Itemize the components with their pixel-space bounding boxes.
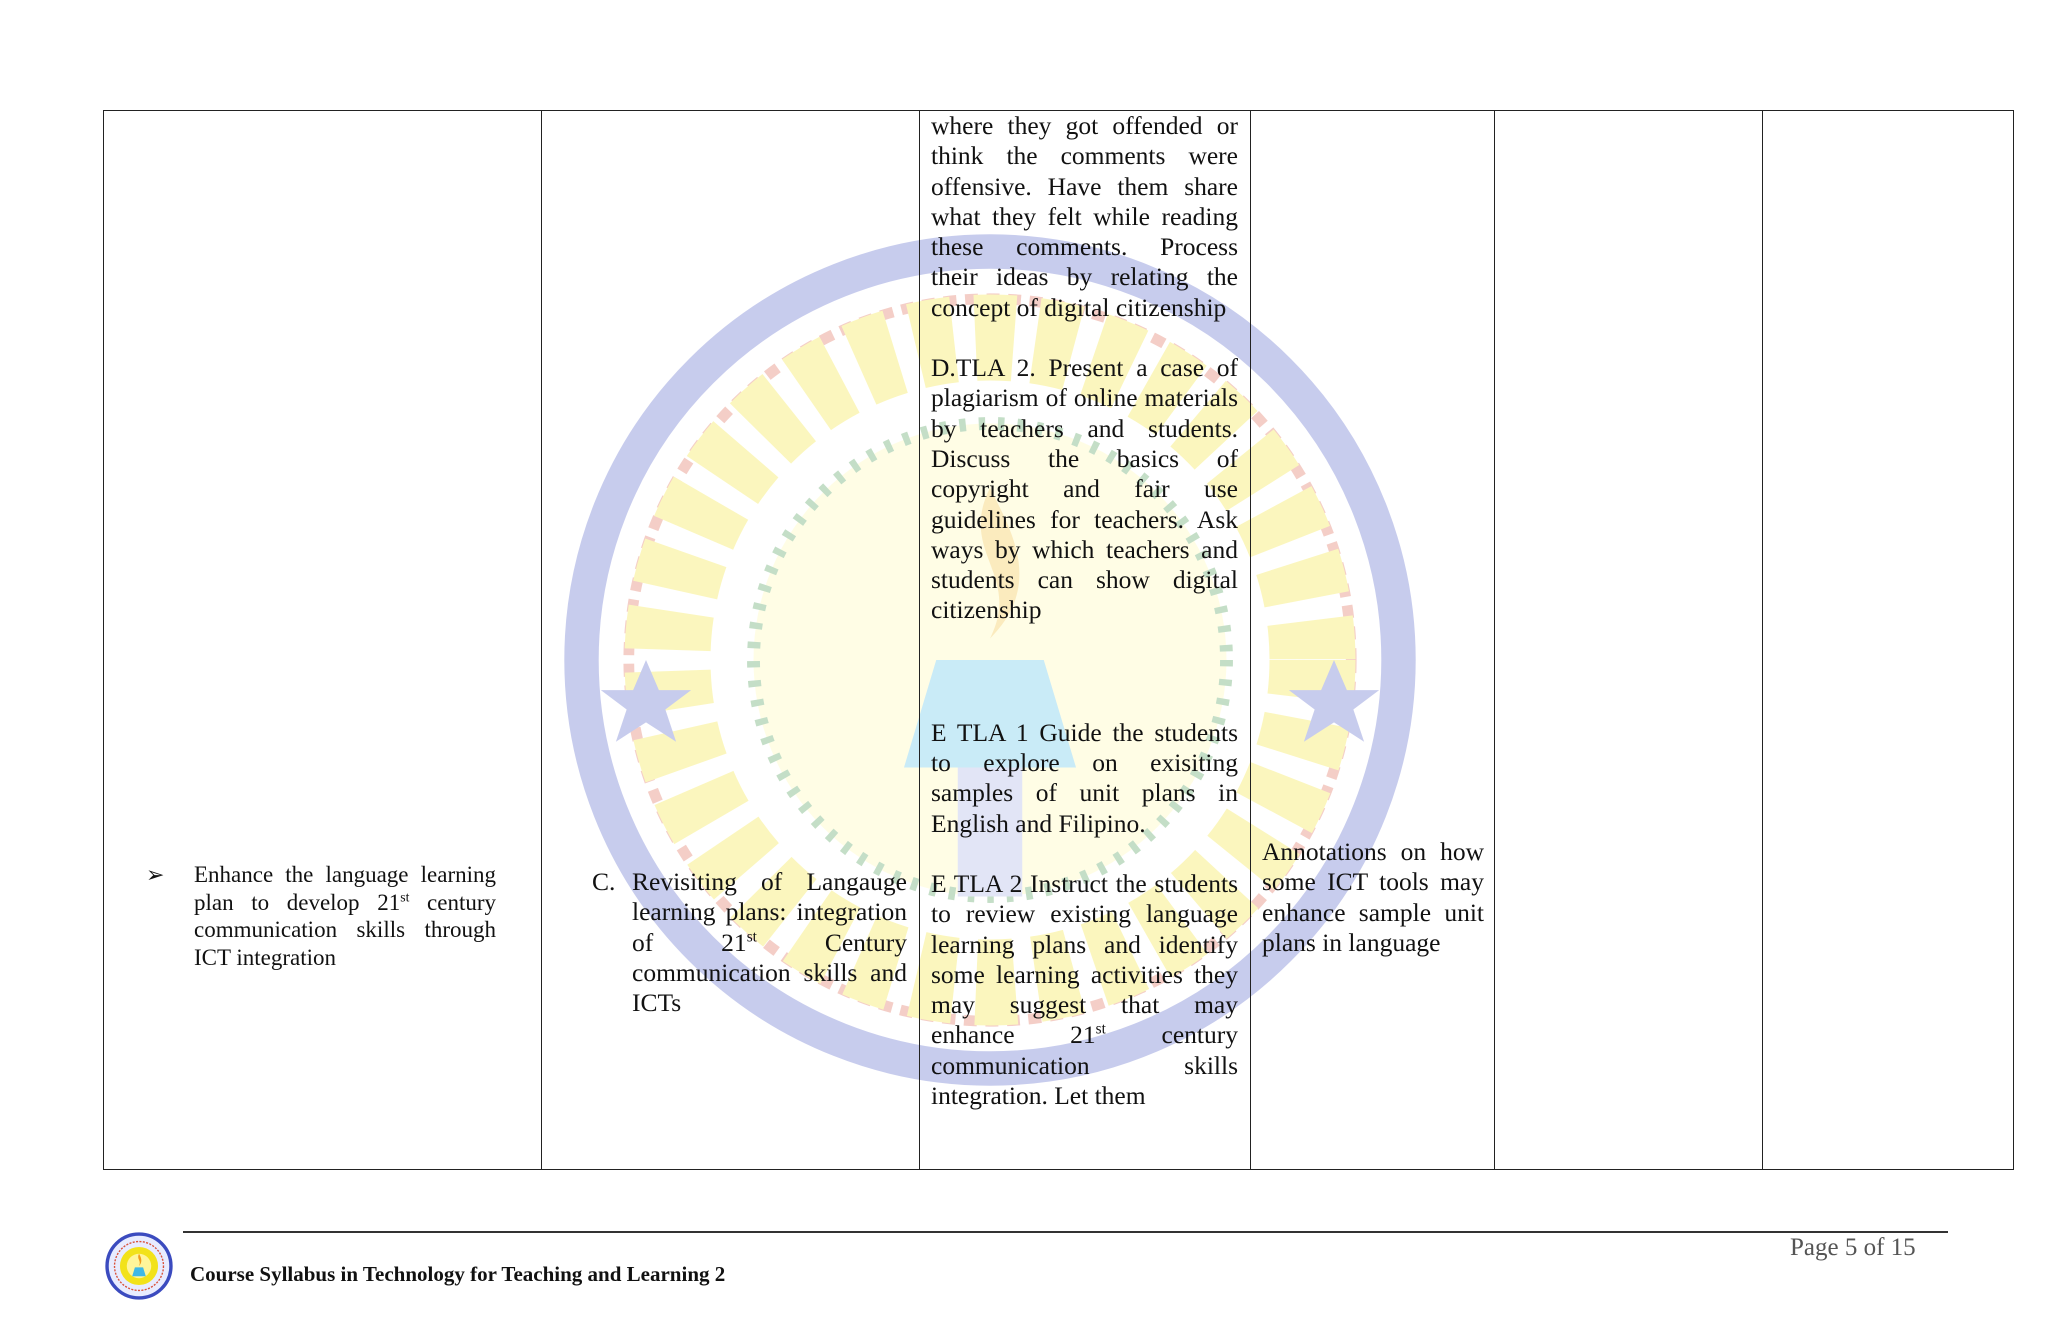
empty-cell [1495,111,1763,1170]
college-seal-icon [105,1232,173,1300]
topic-item: C. Revisiting of Langauge learning plans: integration of 21st Century communication skills and ICTs [592,867,907,1018]
assessment-text: Annotations on how some ICT tools may enhance sample unit plans in language [1262,837,1484,957]
learning-outcome-cell [104,111,542,1170]
activity-paragraph: where they got offended or think the comments were offensive. Have them share what they felt while reading these comments. Process their ideas by relating the concept of digital citizenship [931,111,1238,322]
topic-letter: C. [592,867,616,896]
activity-paragraph: D.TLA 2. Present a case of plagiarism of online materials by teachers and students. Discuss the basics of copyright and fair use guidelines for teachers. Ask ways by which teachers and students can show digital citizenship [931,353,1238,625]
arrow-bullet-icon: ➢ [146,862,165,887]
activities-cell [920,111,1251,1170]
table-row [104,111,2014,1170]
page-number: Page 5 of 15 [1790,1234,1916,1261]
assessment-cell [1251,111,1495,1170]
activity-paragraph: E TLA 2 Instruct the students to review existing language learning plans and identify some learning activities they may suggest that may enhance 21st century communication skills integration. Let them [931,868,1238,1111]
learning-outcome: ➢ Enhance the language learning plan to develop 21st century communication skills through ICT integration [146,862,497,970]
footer-divider [183,1231,1948,1233]
empty-cell [1763,111,2014,1170]
syllabus-table [103,110,2014,1170]
activity-paragraph: E TLA 1 Guide the students to explore on exisiting samples of unit plans in English and Filipino. [931,717,1238,838]
topic-cell [542,111,920,1170]
course-title: Course Syllabus in Technology for Teaching and Learning 2 [190,1262,726,1286]
